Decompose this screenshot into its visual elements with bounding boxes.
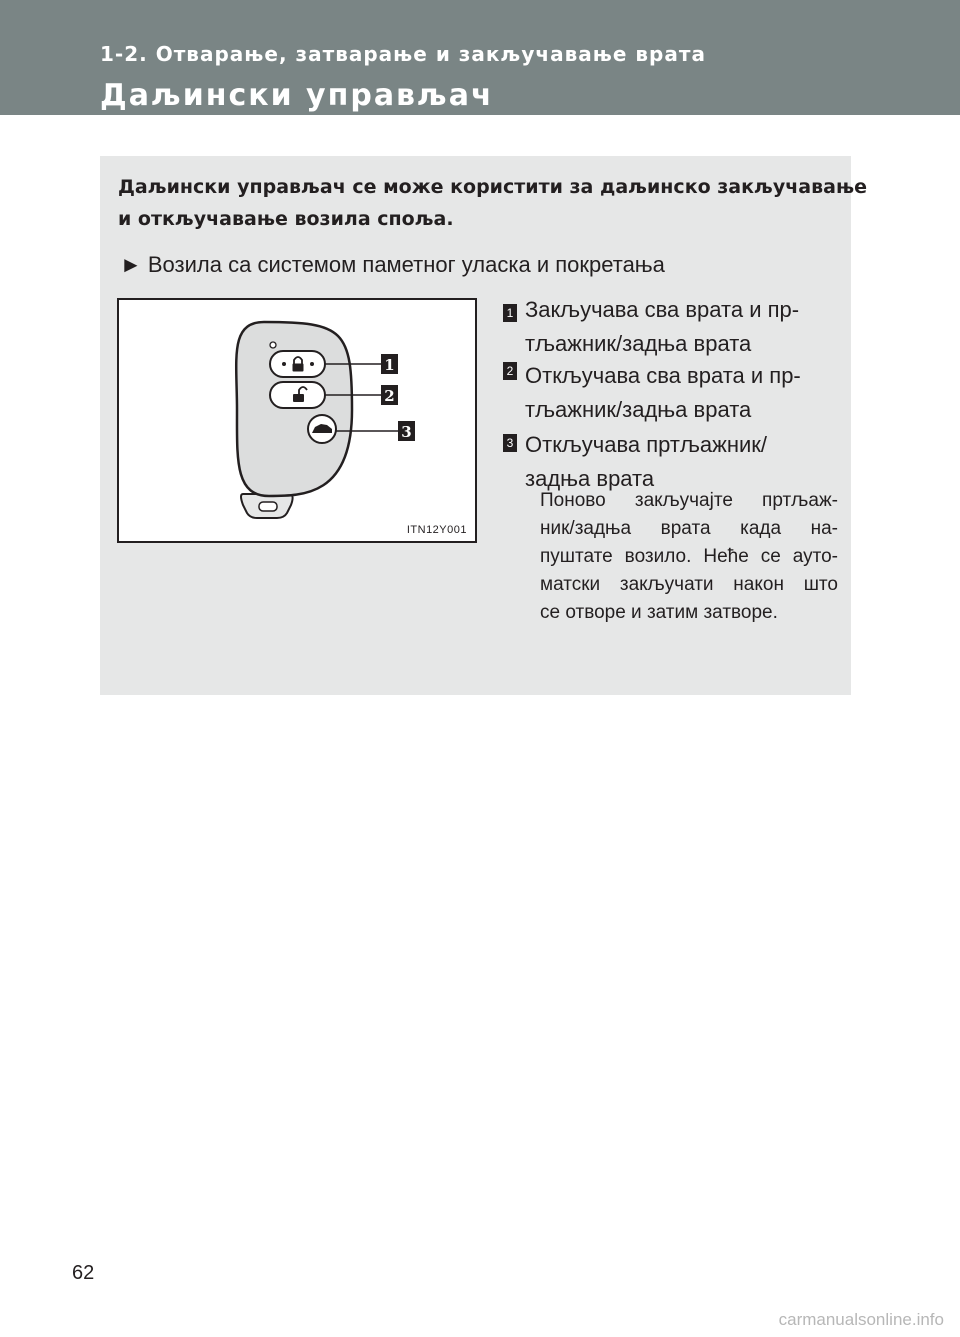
item-note xyxy=(540,487,838,627)
item-line: Откључава пртљажник/ xyxy=(525,432,768,457)
key-fob-figure xyxy=(117,298,477,543)
item-description xyxy=(525,359,845,427)
item-line: Закључава сва врата и пр- xyxy=(525,297,800,322)
note-line: пуштате возило. Неће се ауто- xyxy=(540,546,838,567)
indicator-dot xyxy=(270,342,276,348)
key-fob-illustration xyxy=(119,300,475,541)
item-description xyxy=(525,293,845,361)
page-title: Даљински управљач xyxy=(100,78,494,113)
item-number-badge: 2 xyxy=(503,362,517,380)
callout-3-label: 3 xyxy=(401,423,412,441)
vehicle-type-bullet: ► Возила са системом паметног уласка и покретања xyxy=(120,252,665,277)
item-line: тљажник/задња врата xyxy=(525,331,752,356)
item-description xyxy=(525,428,845,496)
watermark: carmanualsonline.info xyxy=(778,1310,944,1329)
intro-line: Даљински управљач се може користити за даљинско закључавање xyxy=(118,176,867,198)
item-line: задња врата xyxy=(525,466,655,491)
key-ring-slot xyxy=(259,502,277,511)
callout-2-label: 2 xyxy=(384,387,395,405)
item-line: тљажник/задња врата xyxy=(525,397,752,422)
item-number-badge: 1 xyxy=(503,304,517,322)
intro-text xyxy=(118,171,867,235)
note-line: Поново закључајте пртљаж- xyxy=(540,490,838,511)
section-title: 1-2. Отварање, затварање и закључавање врата xyxy=(100,42,706,66)
note-line: ник/задња врата када на- xyxy=(540,518,838,539)
item-line: Откључава сва врата и пр- xyxy=(525,363,801,388)
page-number: 62 xyxy=(72,1262,95,1284)
figure-code: ITN12Y001 xyxy=(406,524,467,536)
callout-1-label: 1 xyxy=(384,356,395,374)
item-number-badge: 3 xyxy=(503,434,517,452)
note-line: се отворе и затим затворе. xyxy=(540,602,778,623)
note-line: матски закључати након што xyxy=(540,574,838,595)
intro-line: и откључавање возила споља. xyxy=(118,208,454,230)
